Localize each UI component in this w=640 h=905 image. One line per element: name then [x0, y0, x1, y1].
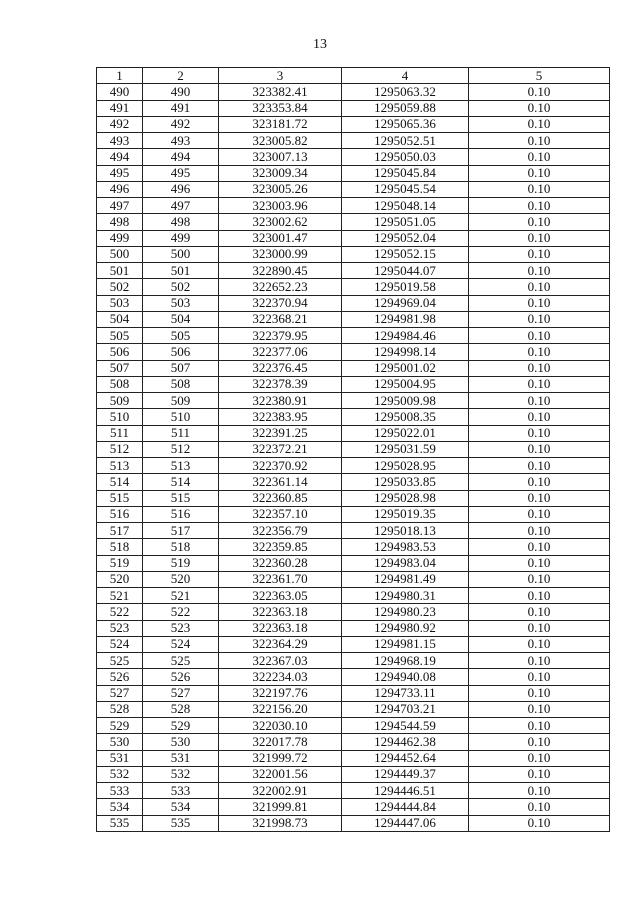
- table-cell: 523: [143, 620, 219, 636]
- table-row: [97, 653, 610, 669]
- table-row: [97, 311, 610, 327]
- table-cell: 322364.29: [219, 636, 342, 652]
- table-cell: 507: [97, 360, 143, 376]
- table-cell: 0.10: [469, 100, 610, 116]
- table-cell: 0.10: [469, 198, 610, 214]
- table-cell: 503: [97, 295, 143, 311]
- table-cell: 512: [143, 441, 219, 457]
- table-cell: 0.10: [469, 311, 610, 327]
- table-cell: 524: [143, 636, 219, 652]
- table-row: [97, 100, 610, 116]
- table-cell: 323353.84: [219, 100, 342, 116]
- column-header: 2: [143, 68, 219, 84]
- table-cell: 514: [97, 474, 143, 490]
- table-cell: 1294733.11: [342, 685, 469, 701]
- table-cell: 491: [97, 100, 143, 116]
- table-cell: 322378.39: [219, 376, 342, 392]
- table-cell: 529: [97, 718, 143, 734]
- table-cell: 531: [97, 750, 143, 766]
- table-cell: 520: [143, 571, 219, 587]
- table-cell: 511: [97, 425, 143, 441]
- table-row: [97, 571, 610, 587]
- table-cell: 507: [143, 360, 219, 376]
- table-cell: 0.10: [469, 701, 610, 717]
- table-cell: 509: [143, 393, 219, 409]
- table-cell: 529: [143, 718, 219, 734]
- table-row: [97, 588, 610, 604]
- table-cell: 1294968.19: [342, 653, 469, 669]
- column-header: 1: [97, 68, 143, 84]
- table-cell: 532: [143, 766, 219, 782]
- table-cell: 322370.94: [219, 295, 342, 311]
- table-cell: 0.10: [469, 263, 610, 279]
- table-cell: 501: [143, 263, 219, 279]
- table-row: [97, 165, 610, 181]
- table-cell: 1294980.23: [342, 604, 469, 620]
- table-cell: 490: [97, 84, 143, 100]
- table-cell: 322363.18: [219, 604, 342, 620]
- table-cell: 0.10: [469, 490, 610, 506]
- table-cell: 1295063.32: [342, 84, 469, 100]
- table-cell: 1295051.05: [342, 214, 469, 230]
- table-body: [97, 84, 610, 832]
- table-cell: 0.10: [469, 133, 610, 149]
- table-cell: 534: [97, 799, 143, 815]
- table-cell: 522: [143, 604, 219, 620]
- table-row: [97, 360, 610, 376]
- table-cell: 1295059.88: [342, 100, 469, 116]
- table-cell: 504: [143, 311, 219, 327]
- table-cell: 1294981.49: [342, 571, 469, 587]
- table-cell: 0.10: [469, 165, 610, 181]
- table-cell: 1294449.37: [342, 766, 469, 782]
- table-cell: 516: [97, 506, 143, 522]
- table-cell: 521: [97, 588, 143, 604]
- table-cell: 0.10: [469, 799, 610, 815]
- table-cell: 1295045.54: [342, 181, 469, 197]
- table-cell: 1294969.04: [342, 295, 469, 311]
- table-cell: 323003.96: [219, 198, 342, 214]
- table-cell: 1294462.38: [342, 734, 469, 750]
- coordinates-table: [96, 67, 610, 832]
- table-row: [97, 409, 610, 425]
- table-row: [97, 620, 610, 636]
- table-cell: 1294981.15: [342, 636, 469, 652]
- table-cell: 322360.85: [219, 490, 342, 506]
- table-cell: 322363.18: [219, 620, 342, 636]
- table-row: [97, 344, 610, 360]
- table-cell: 0.10: [469, 604, 610, 620]
- table-cell: 322890.45: [219, 263, 342, 279]
- table-cell: 322357.10: [219, 506, 342, 522]
- table-cell: 495: [97, 165, 143, 181]
- table-cell: 323007.13: [219, 149, 342, 165]
- table-cell: 503: [143, 295, 219, 311]
- table-cell: 508: [97, 376, 143, 392]
- table-cell: 500: [97, 246, 143, 262]
- table-cell: 322370.92: [219, 458, 342, 474]
- table-cell: 0.10: [469, 181, 610, 197]
- table-cell: 0.10: [469, 783, 610, 799]
- table-cell: 0.10: [469, 458, 610, 474]
- table-cell: 323000.99: [219, 246, 342, 262]
- table-cell: 322367.03: [219, 653, 342, 669]
- table-cell: 0.10: [469, 425, 610, 441]
- table-row: [97, 458, 610, 474]
- table-cell: 510: [97, 409, 143, 425]
- table-cell: 0.10: [469, 246, 610, 262]
- table-cell: 505: [97, 328, 143, 344]
- table-cell: 1294983.04: [342, 555, 469, 571]
- table-cell: 1295019.35: [342, 506, 469, 522]
- table-cell: 1294940.08: [342, 669, 469, 685]
- table-cell: 0.10: [469, 636, 610, 652]
- table-cell: 322372.21: [219, 441, 342, 457]
- table-cell: 0.10: [469, 539, 610, 555]
- table-cell: 513: [143, 458, 219, 474]
- table-cell: 532: [97, 766, 143, 782]
- table-cell: 526: [97, 669, 143, 685]
- table-cell: 535: [143, 815, 219, 831]
- table-cell: 518: [97, 539, 143, 555]
- table-cell: 517: [97, 523, 143, 539]
- table-cell: 0.10: [469, 149, 610, 165]
- column-header: 5: [469, 68, 610, 84]
- table-row: [97, 133, 610, 149]
- table-cell: 0.10: [469, 376, 610, 392]
- table-row: [97, 230, 610, 246]
- table-cell: 517: [143, 523, 219, 539]
- table-cell: 0.10: [469, 571, 610, 587]
- table-cell: 505: [143, 328, 219, 344]
- table-cell: 1294980.31: [342, 588, 469, 604]
- table-cell: 322360.28: [219, 555, 342, 571]
- table-cell: 1295048.14: [342, 198, 469, 214]
- table-cell: 494: [143, 149, 219, 165]
- table-row: [97, 539, 610, 555]
- table-cell: 492: [143, 116, 219, 132]
- table-cell: 0.10: [469, 441, 610, 457]
- table-cell: 1295008.35: [342, 409, 469, 425]
- table-cell: 527: [97, 685, 143, 701]
- table-cell: 1295018.13: [342, 523, 469, 539]
- table-row: [97, 116, 610, 132]
- table-cell: 322391.25: [219, 425, 342, 441]
- table-cell: 1295004.95: [342, 376, 469, 392]
- table-row: [97, 815, 610, 831]
- table-row: [97, 506, 610, 522]
- table-row: [97, 441, 610, 457]
- table-row: [97, 555, 610, 571]
- table-row: [97, 474, 610, 490]
- table-cell: 504: [97, 311, 143, 327]
- column-header: 4: [342, 68, 469, 84]
- table-cell: 322652.23: [219, 279, 342, 295]
- table-cell: 323009.34: [219, 165, 342, 181]
- table-cell: 1295065.36: [342, 116, 469, 132]
- table-cell: 528: [143, 701, 219, 717]
- table-row: [97, 750, 610, 766]
- table-cell: 497: [143, 198, 219, 214]
- table-cell: 0.10: [469, 230, 610, 246]
- table-cell: 521: [143, 588, 219, 604]
- table-cell: 506: [97, 344, 143, 360]
- table-cell: 0.10: [469, 409, 610, 425]
- table-cell: 0.10: [469, 718, 610, 734]
- table-cell: 321999.81: [219, 799, 342, 815]
- table-cell: 493: [97, 133, 143, 149]
- table-cell: 0.10: [469, 295, 610, 311]
- table-cell: 0.10: [469, 279, 610, 295]
- table-cell: 535: [97, 815, 143, 831]
- table-cell: 0.10: [469, 393, 610, 409]
- table-cell: 1294447.06: [342, 815, 469, 831]
- table-cell: 1294452.64: [342, 750, 469, 766]
- table-cell: 527: [143, 685, 219, 701]
- table-cell: 497: [97, 198, 143, 214]
- table-cell: 500: [143, 246, 219, 262]
- page-number: 13: [313, 37, 327, 52]
- table-cell: 1295045.84: [342, 165, 469, 181]
- table-cell: 1294998.14: [342, 344, 469, 360]
- table-cell: 512: [97, 441, 143, 457]
- table-cell: 1294981.98: [342, 311, 469, 327]
- table-cell: 0.10: [469, 588, 610, 604]
- table-row: [97, 718, 610, 734]
- table-cell: 323002.62: [219, 214, 342, 230]
- table-cell: 1294984.46: [342, 328, 469, 344]
- table-cell: 511: [143, 425, 219, 441]
- table-cell: 0.10: [469, 523, 610, 539]
- table-cell: 323382.41: [219, 84, 342, 100]
- table-cell: 322197.76: [219, 685, 342, 701]
- table-cell: 494: [97, 149, 143, 165]
- column-header: 3: [219, 68, 342, 84]
- table-cell: 322359.85: [219, 539, 342, 555]
- table-cell: 518: [143, 539, 219, 555]
- table-row: [97, 701, 610, 717]
- table-cell: 321999.72: [219, 750, 342, 766]
- table-row: [97, 198, 610, 214]
- table-cell: 1294446.51: [342, 783, 469, 799]
- table-cell: 1294980.92: [342, 620, 469, 636]
- table-row: [97, 685, 610, 701]
- table-cell: 0.10: [469, 84, 610, 100]
- table-cell: 498: [143, 214, 219, 230]
- table-cell: 1295028.98: [342, 490, 469, 506]
- table-cell: 0.10: [469, 750, 610, 766]
- table-cell: 523: [97, 620, 143, 636]
- table-cell: 1294544.59: [342, 718, 469, 734]
- table-row: [97, 279, 610, 295]
- table-cell: 323005.82: [219, 133, 342, 149]
- table-cell: 0.10: [469, 506, 610, 522]
- table-cell: 1294983.53: [342, 539, 469, 555]
- table-cell: 496: [97, 181, 143, 197]
- table-cell: 534: [143, 799, 219, 815]
- table-cell: 519: [97, 555, 143, 571]
- table-cell: 513: [97, 458, 143, 474]
- table-cell: 323001.47: [219, 230, 342, 246]
- table-row: [97, 149, 610, 165]
- table-cell: 1295044.07: [342, 263, 469, 279]
- table-cell: 525: [143, 653, 219, 669]
- table-row: [97, 799, 610, 815]
- table-cell: 501: [97, 263, 143, 279]
- table-cell: 1295028.95: [342, 458, 469, 474]
- table-cell: 323005.26: [219, 181, 342, 197]
- table-cell: 322156.20: [219, 701, 342, 717]
- table-cell: 520: [97, 571, 143, 587]
- table-row: [97, 490, 610, 506]
- table-cell: 322030.10: [219, 718, 342, 734]
- table-cell: 1295052.15: [342, 246, 469, 262]
- table-cell: 533: [143, 783, 219, 799]
- table-cell: 528: [97, 701, 143, 717]
- table-cell: 0.10: [469, 620, 610, 636]
- table-row: [97, 766, 610, 782]
- table-cell: 1294703.21: [342, 701, 469, 717]
- table-row: [97, 295, 610, 311]
- table-cell: 524: [97, 636, 143, 652]
- table-cell: 490: [143, 84, 219, 100]
- table-cell: 0.10: [469, 214, 610, 230]
- table-cell: 322361.70: [219, 571, 342, 587]
- table-cell: 322363.05: [219, 588, 342, 604]
- table-cell: 506: [143, 344, 219, 360]
- table-cell: 525: [97, 653, 143, 669]
- table-cell: 0.10: [469, 766, 610, 782]
- table-row: [97, 783, 610, 799]
- table-cell: 322017.78: [219, 734, 342, 750]
- table-cell: 1295009.98: [342, 393, 469, 409]
- table-row: [97, 214, 610, 230]
- table-cell: 0.10: [469, 116, 610, 132]
- table-header-row: [97, 68, 610, 84]
- table-cell: 0.10: [469, 344, 610, 360]
- table-cell: 1295050.03: [342, 149, 469, 165]
- table-cell: 1295052.51: [342, 133, 469, 149]
- table-cell: 530: [143, 734, 219, 750]
- table-cell: 321998.73: [219, 815, 342, 831]
- table-row: [97, 376, 610, 392]
- table-cell: 322002.91: [219, 783, 342, 799]
- table-cell: 526: [143, 669, 219, 685]
- table-cell: 1295019.58: [342, 279, 469, 295]
- table-row: [97, 604, 610, 620]
- table-cell: 322001.56: [219, 766, 342, 782]
- table-cell: 1295001.02: [342, 360, 469, 376]
- table-cell: 0.10: [469, 474, 610, 490]
- table-cell: 491: [143, 100, 219, 116]
- table-cell: 514: [143, 474, 219, 490]
- table-cell: 530: [97, 734, 143, 750]
- table-cell: 508: [143, 376, 219, 392]
- table-cell: 322368.21: [219, 311, 342, 327]
- table-cell: 322356.79: [219, 523, 342, 539]
- table-cell: 0.10: [469, 685, 610, 701]
- table-cell: 1295052.04: [342, 230, 469, 246]
- table-cell: 0.10: [469, 669, 610, 685]
- table-cell: 322361.14: [219, 474, 342, 490]
- table-cell: 492: [97, 116, 143, 132]
- table-cell: 0.10: [469, 653, 610, 669]
- table-cell: 496: [143, 181, 219, 197]
- table-cell: 1295022.01: [342, 425, 469, 441]
- table-cell: 522: [97, 604, 143, 620]
- table-cell: 322383.95: [219, 409, 342, 425]
- table-cell: 0.10: [469, 360, 610, 376]
- table-row: [97, 393, 610, 409]
- table-cell: 322376.45: [219, 360, 342, 376]
- table-row: [97, 734, 610, 750]
- table-cell: 0.10: [469, 328, 610, 344]
- table-cell: 498: [97, 214, 143, 230]
- table-cell: 499: [143, 230, 219, 246]
- table-cell: 502: [97, 279, 143, 295]
- table-cell: 1295031.59: [342, 441, 469, 457]
- table-cell: 322380.91: [219, 393, 342, 409]
- table-cell: 322379.95: [219, 328, 342, 344]
- table-row: [97, 636, 610, 652]
- table-cell: 509: [97, 393, 143, 409]
- table-row: [97, 669, 610, 685]
- table-cell: 510: [143, 409, 219, 425]
- table-cell: 0.10: [469, 555, 610, 571]
- table-cell: 533: [97, 783, 143, 799]
- table-cell: 322377.06: [219, 344, 342, 360]
- table-cell: 322234.03: [219, 669, 342, 685]
- table-cell: 493: [143, 133, 219, 149]
- table-row: [97, 425, 610, 441]
- table-cell: 502: [143, 279, 219, 295]
- table-row: [97, 328, 610, 344]
- table-row: [97, 246, 610, 262]
- table-cell: 515: [143, 490, 219, 506]
- table-cell: 499: [97, 230, 143, 246]
- table-cell: 519: [143, 555, 219, 571]
- table-cell: 323181.72: [219, 116, 342, 132]
- table-row: [97, 181, 610, 197]
- table-cell: 515: [97, 490, 143, 506]
- table-row: [97, 523, 610, 539]
- table-cell: 495: [143, 165, 219, 181]
- table-cell: 531: [143, 750, 219, 766]
- table-row: [97, 84, 610, 100]
- table-cell: 1294444.84: [342, 799, 469, 815]
- table-row: [97, 263, 610, 279]
- table-cell: 1295033.85: [342, 474, 469, 490]
- table-cell: 0.10: [469, 815, 610, 831]
- table-cell: 516: [143, 506, 219, 522]
- table-cell: 0.10: [469, 734, 610, 750]
